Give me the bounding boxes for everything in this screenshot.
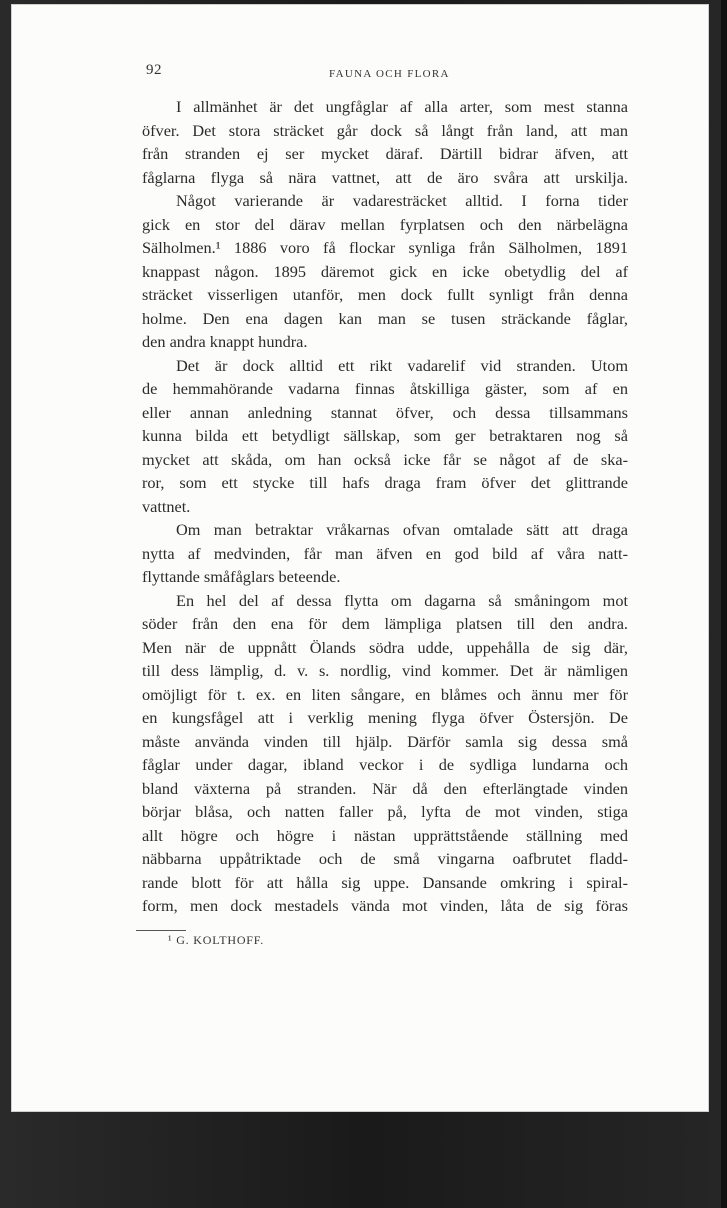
text-line: den andra knappt hundra. bbox=[142, 332, 308, 351]
text-line: kunna bilda ett betydligt sällskap, som ger betraktaren nog så bbox=[142, 426, 628, 445]
running-head bbox=[146, 62, 626, 82]
text-line: Om man betraktar vråkarnas ofvan omtalade sätt att draga bbox=[176, 520, 628, 539]
text-line: till dess lämplig, d. v. s. nordlig, vind kommer. Det är nämligen bbox=[142, 661, 628, 680]
text-line: I allmänhet är det ungfåglar af alla arter, som mest stanna bbox=[176, 97, 628, 116]
body-text bbox=[142, 95, 628, 918]
text-line: Men när de uppnått Ölands södra udde, uppehålla de sig där, bbox=[142, 637, 628, 657]
text-line: rande blott för att hålla sig uppe. Dansande omkring i spiral- bbox=[142, 872, 628, 892]
text-line: ror, som ett stycke till hafs draga fram öfver det glittrande bbox=[142, 473, 628, 492]
running-title: FAUNA OCH FLORA bbox=[329, 68, 450, 80]
text-line: börjar blåsa, och natten faller på, lyfta de mot vinden, stiga bbox=[142, 802, 628, 821]
text-line: flyttande småfåglars beteende. bbox=[142, 567, 341, 586]
page-number: 92 bbox=[146, 62, 162, 78]
text-line: Sälholmen.¹ 1886 voro få flockar synliga från Sälholmen, 1891 bbox=[142, 238, 628, 257]
text-line: vattnet. bbox=[142, 496, 191, 516]
text-line: fåglar under dagar, ibland veckor i de sydliga lundarna och bbox=[142, 755, 628, 774]
text-line: Något varierande är vadaresträcket alltid. I forna tider bbox=[176, 191, 628, 210]
text-line: de hemmahörande vadarna finnas åtskilliga gäster, som af en bbox=[142, 379, 628, 398]
footnote: ¹ G. KOLTHOFF. bbox=[168, 933, 265, 947]
text-line: allt högre och högre i nästan upprättstående ställning med bbox=[142, 825, 628, 845]
text-line: från stranden ej ser mycket däraf. Därtill bidrar äfven, att bbox=[142, 144, 628, 163]
text-line: öfver. Det stora sträcket går dock så långt från land, att man bbox=[142, 120, 628, 140]
text-line: bland växterna på stranden. När då den efterlängtade vinden bbox=[142, 778, 628, 798]
text-line: söder från den ena för dem lämpliga platsen till den andra. bbox=[142, 614, 628, 633]
text-line: fåglarna flyga så nära vattnet, att de äro svåra att urskilja. bbox=[142, 167, 628, 187]
text-line: form, men dock mestadels vända mot vinden, låta de sig föras bbox=[142, 896, 628, 915]
text-line: näbbarna uppåtriktade och de små vingarna oafbrutet fladd- bbox=[142, 849, 628, 868]
text-line: Det är dock alltid ett rikt vadarelif vid stranden. Utom bbox=[176, 355, 628, 375]
text-line: sträcket visserligen utanför, men dock fullt synligt från denna bbox=[142, 285, 628, 304]
text-line: knappast någon. 1895 däremot gick en icke obetydlig del af bbox=[142, 261, 628, 281]
text-line: eller annan anledning stannat öfver, och dessa tillsammans bbox=[142, 402, 628, 422]
text-line: en kungsfågel att i verklig mening flyga öfver Östersjön. De bbox=[142, 708, 628, 727]
text-line: måste använda vinden till hjälp. Därför samla sig dessa små bbox=[142, 731, 628, 751]
text-line: mycket att skåda, om han också icke får se något af de ska- bbox=[142, 449, 628, 469]
text-line: gick en stor del därav mellan fyrplatsen och den närbelägna bbox=[142, 214, 628, 234]
text-line: omöjligt för t. ex. en liten sångare, en blåmes och ännu mer för bbox=[142, 684, 628, 704]
text-line: En hel del af dessa flytta om dagarna så småningom mot bbox=[176, 590, 628, 610]
text-line: holme. Den ena dagen kan man se tusen sträckande fåglar, bbox=[142, 308, 628, 328]
text-line: nytta af medvinden, får man äfven en god bild af våra natt- bbox=[142, 543, 628, 563]
footnote-rule bbox=[136, 930, 186, 931]
scan-edge bbox=[721, 0, 727, 1208]
